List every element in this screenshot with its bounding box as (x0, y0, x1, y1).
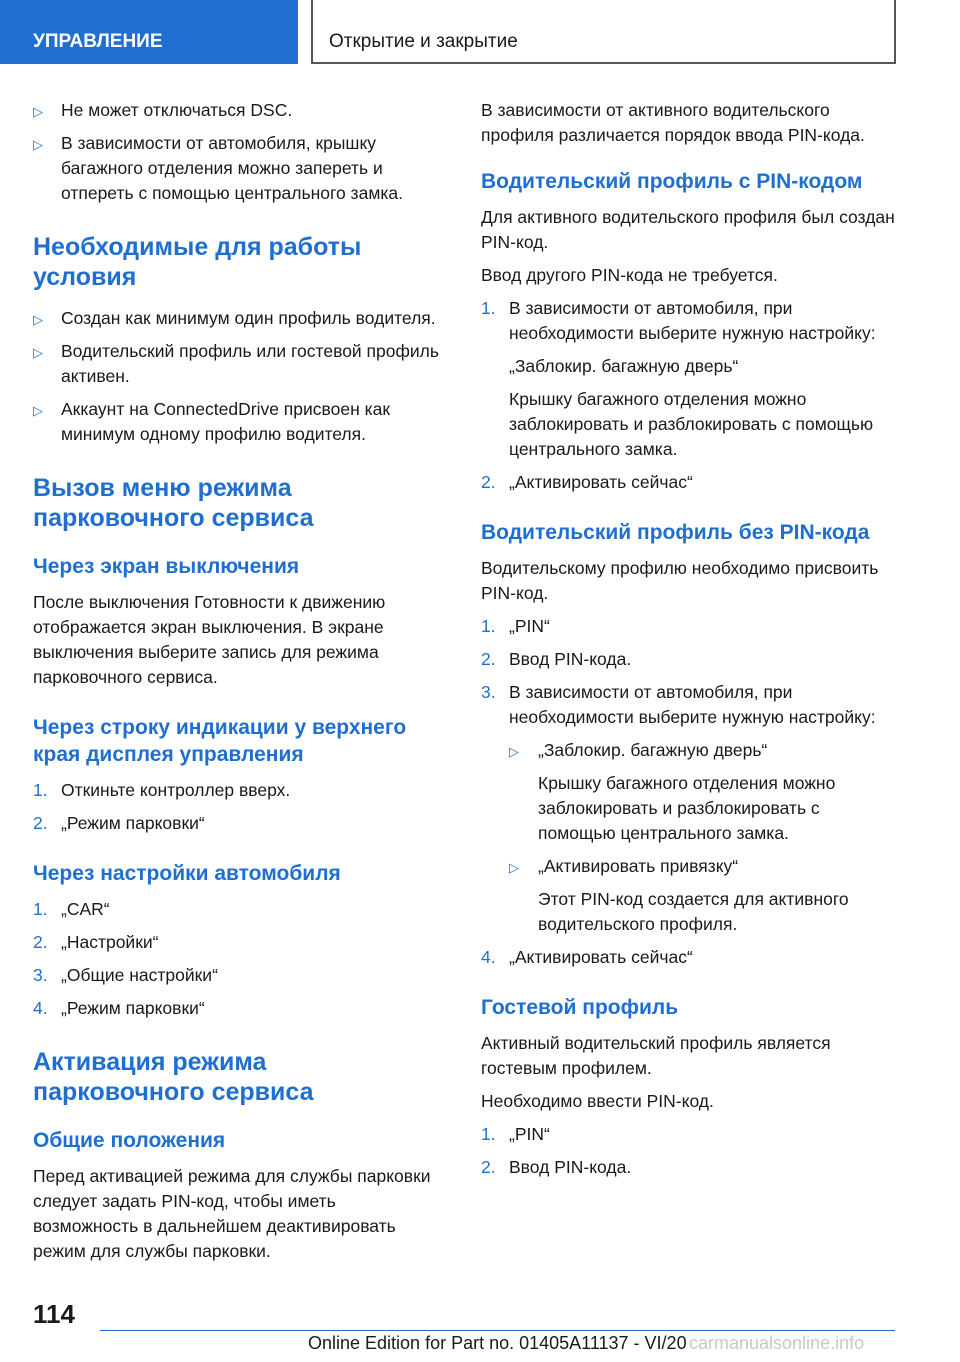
with-pin-steps (481, 296, 901, 495)
chapter-title: Открытие и закрытие (311, 0, 896, 64)
via-settings-heading: Через настройки автомобиля (33, 862, 341, 885)
step-number: 2. (481, 1157, 496, 1177)
step-number: 4. (481, 947, 496, 967)
with-pin-text-2: Ввод другого PIN-кода не требуется. (481, 265, 778, 285)
list-item: 2. Ввод PIN-кода. (481, 1155, 901, 1180)
list-item: 1. „CAR“ (33, 897, 443, 922)
step-number: 2. (33, 932, 48, 952)
list-item: 2. „Режим парковки“ (33, 811, 443, 836)
list-item: ▷ Аккаунт на ConnectedDrive присвоен как минимум одному профилю водителя. (33, 399, 391, 444)
via-off-screen-text: После выключения Готовности к движению отображается экран выключения. В экране выключения выберите запись для режима парковочного сервиса. (33, 592, 386, 687)
list-item: ▷ В зависимости от автомобиля, крышку багажного отделения можно запереть и отпереть с помощью центрального замка. (33, 133, 403, 203)
triangle-bullet-icon: ▷ (509, 744, 519, 759)
step-number: 1. (33, 899, 48, 919)
step-number: 1. (481, 298, 496, 318)
step-number: 1. (481, 616, 496, 636)
step-number: 4. (33, 998, 48, 1018)
step-number: 2. (33, 813, 48, 833)
option-description: Крышку багажного отделения можно заблокировать и разблокировать с помощью центрального замка. (538, 773, 836, 843)
list-item: 2. Ввод PIN-кода. (481, 647, 901, 672)
option-description: Крышку багажного отделения можно заблокировать и разблокировать с помощью центрального замка. (509, 389, 874, 459)
general-heading: Общие положения (33, 1129, 226, 1152)
list-item: 1. В зависимости от автомобиля, при необходимости выберите нужную настройку: „Заблокир. багажную дверь“ Крышку багажного отделения можно заблокировать и разблокировать с помощью центрального замка. (481, 296, 901, 462)
triangle-bullet-icon: ▷ (509, 860, 519, 875)
right-column (481, 98, 901, 1188)
triangle-bullet-icon: ▷ (33, 104, 43, 119)
conditions-list (33, 306, 443, 447)
via-off-screen-heading: Через экран выключения (33, 555, 300, 578)
intro-bullet-list (33, 98, 443, 206)
activation-heading: Активация режима парковочного сервиса (33, 1048, 314, 1106)
section-tab: УПРАВЛЕНИЕ (0, 0, 298, 64)
options-list (509, 738, 901, 937)
footer-edition: Online Edition for Part no. 01405A11137 - VI/20 (308, 1333, 687, 1353)
call-menu-heading: Вызов меню режима парковочного сервиса (33, 474, 314, 532)
triangle-bullet-icon: ▷ (33, 345, 43, 360)
via-status-bar-heading: Через строку индикации у верхнего края дисплея управления (33, 716, 407, 766)
triangle-bullet-icon: ▷ (33, 403, 43, 418)
intro-text: В зависимости от активного водительского профиля различается порядок ввода PIN-кода. (481, 100, 865, 145)
step-number: 2. (481, 649, 496, 669)
list-item: ▷ „Активировать привязку“ Этот PIN-код создается для активного водительского профиля. (509, 854, 901, 937)
option-label: „Заблокир. багажную дверь“ (509, 356, 739, 376)
with-pin-heading: Водительский профиль с PIN-кодом (481, 170, 863, 193)
list-item: 1. „PIN“ (481, 614, 901, 639)
general-text: Перед активацией режима для службы парковки следует задать PIN-код, чтобы иметь возможность в дальнейшем деактивировать режим для службы парковки. (33, 1166, 431, 1261)
list-item: ▷ „Заблокир. багажную дверь“ Крышку багажного отделения можно заблокировать и разблокировать с помощью центрального замка. (509, 738, 901, 846)
list-item: 1. „PIN“ (481, 1122, 901, 1147)
triangle-bullet-icon: ▷ (33, 137, 43, 152)
list-item: 1. Откиньте контроллер вверх. (33, 778, 443, 803)
list-item: 2. „Настройки“ (33, 930, 443, 955)
footer-divider (100, 1330, 895, 1331)
list-item: 4. „Режим парковки“ (33, 996, 443, 1021)
guest-text-2: Необходимо ввести PIN-код. (481, 1091, 714, 1111)
step-number: 1. (33, 780, 48, 800)
option-description: Этот PIN-код создается для активного водительского профиля. (538, 889, 849, 934)
list-item: 3. В зависимости от автомобиля, при необходимости выберите нужную настройку: ▷ „Заблокир. багажную дверь“ Крышку багажного отделения можно заблокировать и разблокировать с помощью центрального замка. ▷ „Активировать привязку“ Этот PIN-код создается для активного водительского профиля. (481, 680, 901, 937)
list-item: ▷ Создан как минимум один профиль водителя. (33, 306, 443, 331)
list-item: ▷ Не может отключаться DSC. (33, 98, 443, 123)
step-number: 2. (481, 472, 496, 492)
step-number: 3. (33, 965, 48, 985)
via-settings-steps (33, 897, 443, 1021)
list-item: 2. „Активировать сейчас“ (481, 470, 901, 495)
without-pin-steps (481, 614, 901, 970)
without-pin-heading: Водительский профиль без PIN-кода (481, 521, 870, 544)
watermark: carmanualsonline.info (689, 1333, 865, 1353)
guest-text-1: Активный водительский профиль является гостевым профилем. (481, 1033, 831, 1078)
with-pin-text-1: Для активного водительского профиля был создан PIN-код. (481, 207, 895, 252)
without-pin-text: Водительскому профилю необходимо присвоить PIN-код. (481, 558, 879, 603)
guest-steps (481, 1122, 901, 1180)
list-item: 4. „Активировать сейчас“ (481, 945, 901, 970)
triangle-bullet-icon: ▷ (33, 312, 43, 327)
via-status-bar-steps (33, 778, 443, 836)
list-item: ▷ Водительский профиль или гостевой профиль активен. (33, 341, 440, 386)
step-number: 1. (481, 1124, 496, 1144)
left-column (33, 98, 443, 1272)
step-number: 3. (481, 682, 496, 702)
conditions-heading: Необходимые для работы условия (33, 233, 362, 291)
page-number: 114 (33, 1299, 75, 1329)
guest-heading: Гостевой профиль (481, 996, 679, 1019)
list-item: 3. „Общие настройки“ (33, 963, 443, 988)
